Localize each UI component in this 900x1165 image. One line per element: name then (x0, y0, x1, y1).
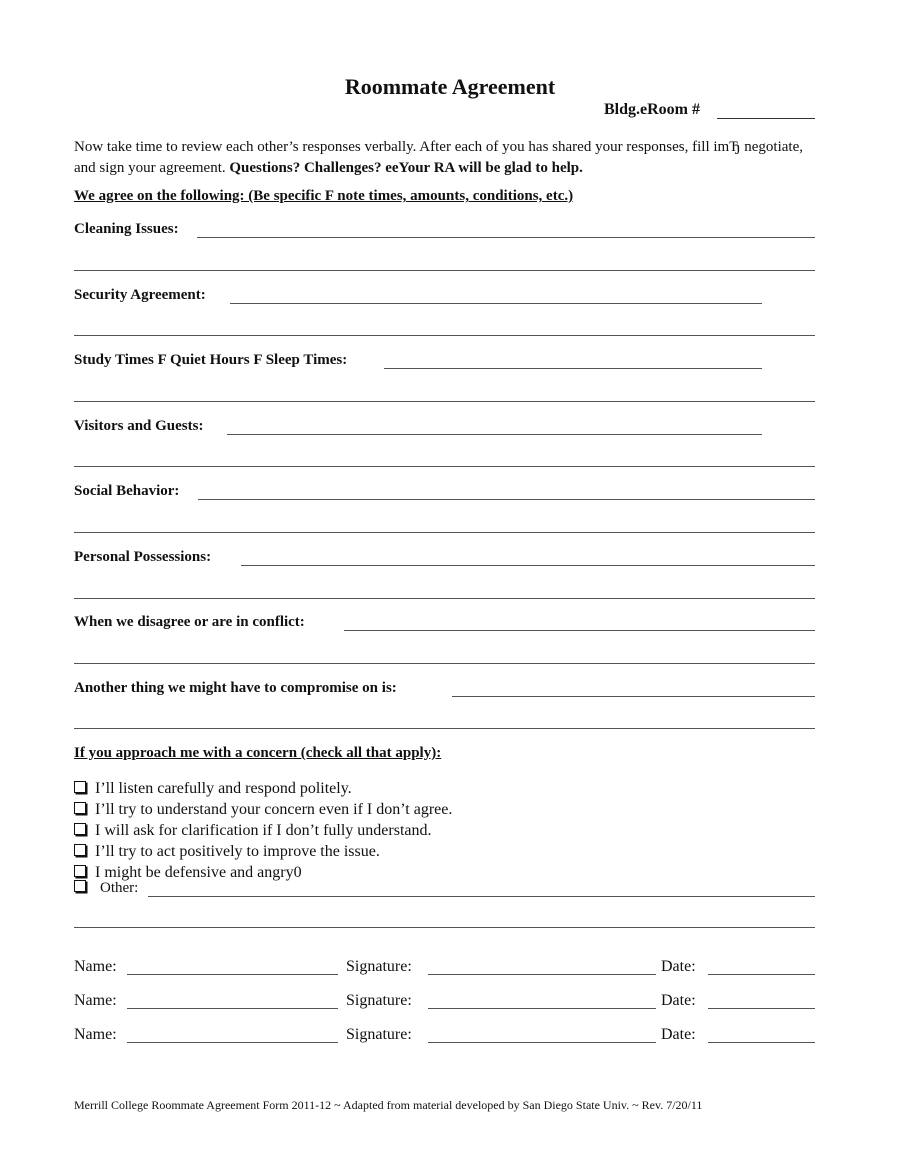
concern-checklist (74, 778, 452, 883)
check-label: I will ask for clarification if I don’t fully understand. (95, 822, 432, 839)
cleaning-issues-field-2[interactable] (74, 270, 815, 271)
conflict-field[interactable] (344, 630, 815, 631)
compromise-field[interactable] (452, 696, 815, 697)
name-label-1: Name: (74, 958, 117, 975)
personal-possessions-field[interactable] (241, 565, 815, 566)
checkbox-icon[interactable] (74, 865, 86, 877)
security-agreement-field-2[interactable] (74, 335, 815, 336)
signature-label-3: Signature: (346, 1026, 412, 1043)
signature-field-3[interactable] (428, 1042, 656, 1043)
compromise-label: Another thing we might have to compromise on is: (74, 680, 397, 696)
personal-possessions-field-2[interactable] (74, 598, 815, 599)
date-label-3: Date: (661, 1026, 696, 1043)
signature-field-2[interactable] (428, 1008, 656, 1009)
check-item-listen[interactable] (74, 778, 452, 799)
visitors-guests-field-2[interactable] (74, 466, 815, 467)
study-times-field-2[interactable] (74, 401, 815, 402)
check-item-understand[interactable] (74, 799, 452, 820)
social-behavior-label: Social Behavior: (74, 483, 180, 499)
conflict-field-2[interactable] (74, 663, 815, 664)
security-agreement-label: Security Agreement: (74, 287, 206, 303)
agree-heading: We agree on the following: (Be specific F note times, amounts, conditions, etc.) (74, 188, 574, 204)
checkbox-icon[interactable] (74, 802, 86, 814)
conflict-label: When we disagree or are in conflict: (74, 614, 305, 630)
name-field-1[interactable] (127, 974, 338, 975)
compromise-field-2[interactable] (74, 728, 815, 729)
check-label: I’ll listen carefully and respond politely. (95, 780, 352, 797)
check-item-other[interactable] (74, 880, 138, 897)
signature-field-1[interactable] (428, 974, 656, 975)
check-item-act-positively[interactable] (74, 841, 452, 862)
date-field-1[interactable] (708, 974, 815, 975)
check-label: I might be defensive and angry0 (95, 864, 302, 881)
intro-help-text: Questions? Challenges? eeYour RA will be glad to help. (229, 160, 583, 176)
name-label-2: Name: (74, 992, 117, 1009)
name-field-2[interactable] (127, 1008, 338, 1009)
checkbox-icon[interactable] (74, 823, 86, 835)
signature-label-1: Signature: (346, 958, 412, 975)
cleaning-issues-label: Cleaning Issues: (74, 221, 179, 237)
date-label-2: Date: (661, 992, 696, 1009)
personal-possessions-label: Personal Possessions: (74, 549, 212, 565)
concern-heading: If you approach me with a concern (check all that apply): (74, 745, 442, 761)
check-item-clarify[interactable] (74, 820, 452, 841)
signature-label-2: Signature: (346, 992, 412, 1009)
name-label-3: Name: (74, 1026, 117, 1043)
page-title: Roommate Agreement (344, 74, 556, 99)
visitors-guests-label: Visitors and Guests: (74, 418, 204, 434)
study-times-field[interactable] (384, 368, 762, 369)
other-label: Other: (100, 880, 139, 896)
study-times-label: Study Times F Quiet Hours F Sleep Times: (74, 352, 348, 368)
bldg-room-label: Bldg.eRoom # (604, 101, 700, 118)
date-label-1: Date: (661, 958, 696, 975)
checkbox-icon[interactable] (74, 781, 86, 793)
name-field-3[interactable] (127, 1042, 338, 1043)
social-behavior-field[interactable] (198, 499, 815, 500)
social-behavior-field-2[interactable] (74, 532, 815, 533)
intro-text: Now take time to review each other’s responses verbally. After each of you has shared your responses, fill imЂ negotiate, and sign your agreement. (74, 139, 803, 176)
other-field[interactable] (148, 896, 815, 897)
check-label: I’ll try to understand your concern even if I don’t agree. (95, 801, 453, 818)
footer-text: Merrill College Roommate Agreement Form 2011-12 ~ Adapted from material developed by San Diego State Univ. ~ Rev. 7/20/11 (74, 1098, 703, 1112)
visitors-guests-field[interactable] (227, 434, 762, 435)
date-field-3[interactable] (708, 1042, 815, 1043)
bldg-room-field[interactable] (717, 118, 815, 119)
checkbox-icon[interactable] (74, 880, 86, 892)
checkbox-icon[interactable] (74, 844, 86, 856)
other-field-2[interactable] (74, 927, 815, 928)
check-label: I’ll try to act positively to improve the issue. (95, 843, 380, 860)
intro-paragraph (74, 137, 819, 179)
date-field-2[interactable] (708, 1008, 815, 1009)
security-agreement-field[interactable] (230, 303, 762, 304)
cleaning-issues-field[interactable] (197, 237, 815, 238)
